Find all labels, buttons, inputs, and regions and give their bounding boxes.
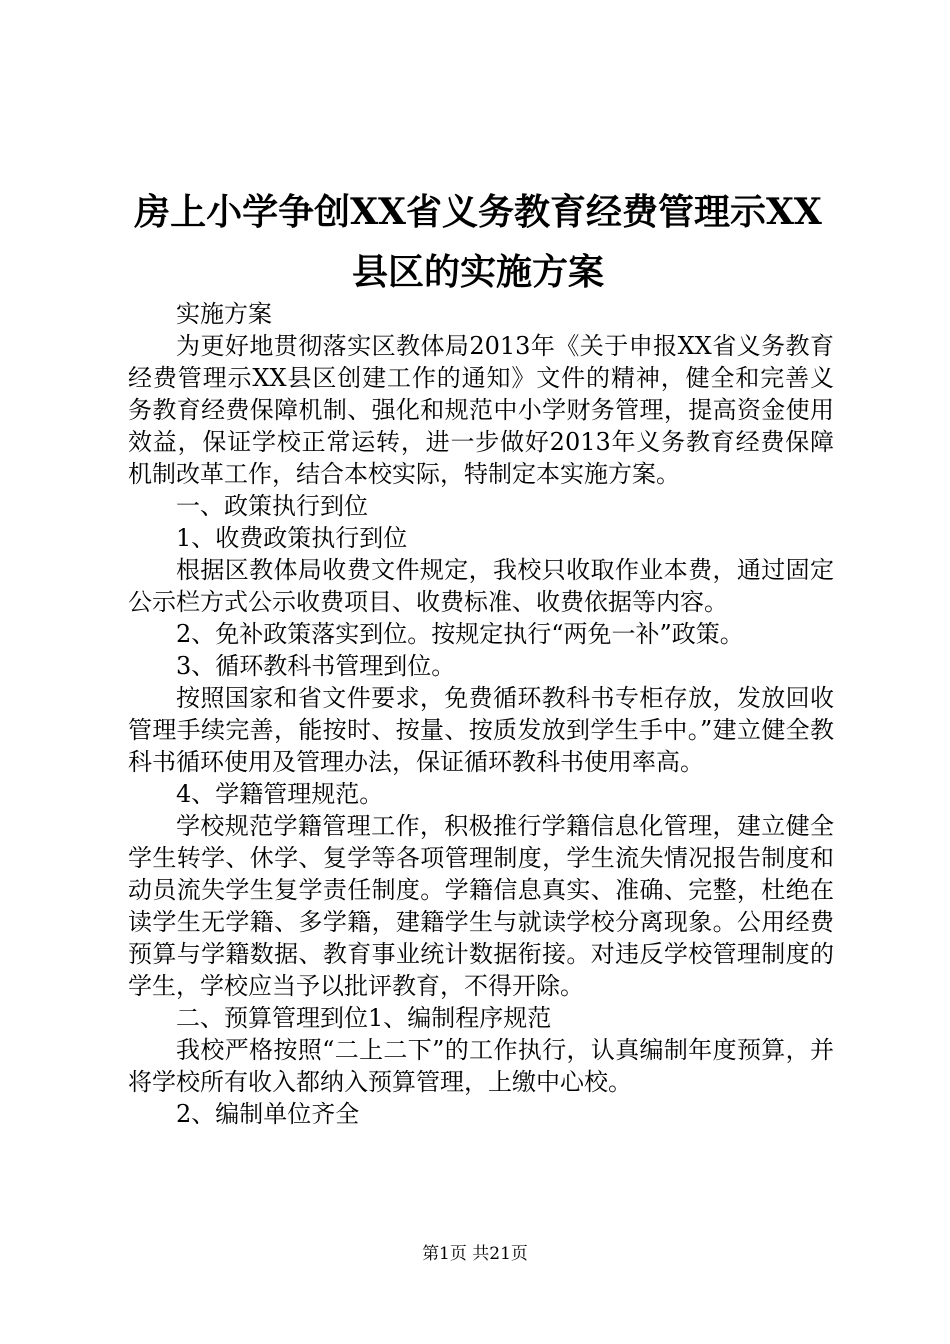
paragraph-fees: 根据区教体局收费文件规定，我校只收取作业本费，通过固定公示栏方式公示收费项目、收费标准、收费依据等内容。 [128,556,834,616]
subsection-heading-enrollment: 4、学籍管理规范。 [176,780,384,808]
paragraph-intro: 为更好地贯彻落实区教体局2013年《关于申报XX省义务教育经费管理示XX县区创建工作的通知》文件的精神，健全和完善义务教育经费保障机制、强化和规范中小学财务管理，提高资金使用效益，保证学校正常运转，进一步做好2013年义务教育经费保障机制改革工作，结合本校实际，特制定本实施方案。 [128,332,834,488]
subsection-heading-textbooks: 3、循环教科书管理到位。 [176,652,456,680]
subsection-heading-fees: 1、收费政策执行到位 [176,524,408,552]
document-body [128,298,834,1130]
paragraph-exemption: 2、免补政策落实到位。按规定执行“两免一补”政策。 [176,620,744,648]
document-title: 房上小学争创XX省义务教育经费管理示XX县区的实施方案 [134,191,822,293]
paragraph-budget: 我校严格按照“二上二下”的工作执行，认真编制年度预算，并将学校所有收入都纳入预算管理，上缴中心校。 [128,1036,834,1096]
paragraph-textbooks: 按照国家和省文件要求，免费循环教科书专柜存放，发放回收管理手续完善，能按时、按量、按质发放到学生手中。”建立健全教科书循环使用及管理办法，保证循环教科书使用率高。 [128,684,834,776]
page-footer: 第1页 共21页 [422,1244,528,1264]
paragraph-enrollment: 学校规范学籍管理工作，积极推行学籍信息化管理，建立健全学生转学、休学、复学等各项管理制度，学生流失情况报告制度和动员流失学生复学责任制度。学籍信息真实、准确、完整，杜绝在读学生无学籍、多学籍，建籍学生与就读学校分离现象。公用经费预算与学籍数据、教育事业统计数据衔接。对违反学校管理制度的学生，学校应当予以批评教育，不得开除。 [128,812,834,1000]
section-heading-budget: 二、预算管理到位1、编制程序规范 [176,1004,552,1032]
paragraph-heading-plan: 实施方案 [176,300,272,328]
section-heading-policy: 一、政策执行到位 [176,492,368,520]
subsection-heading-units: 2、编制单位齐全 [176,1100,360,1128]
